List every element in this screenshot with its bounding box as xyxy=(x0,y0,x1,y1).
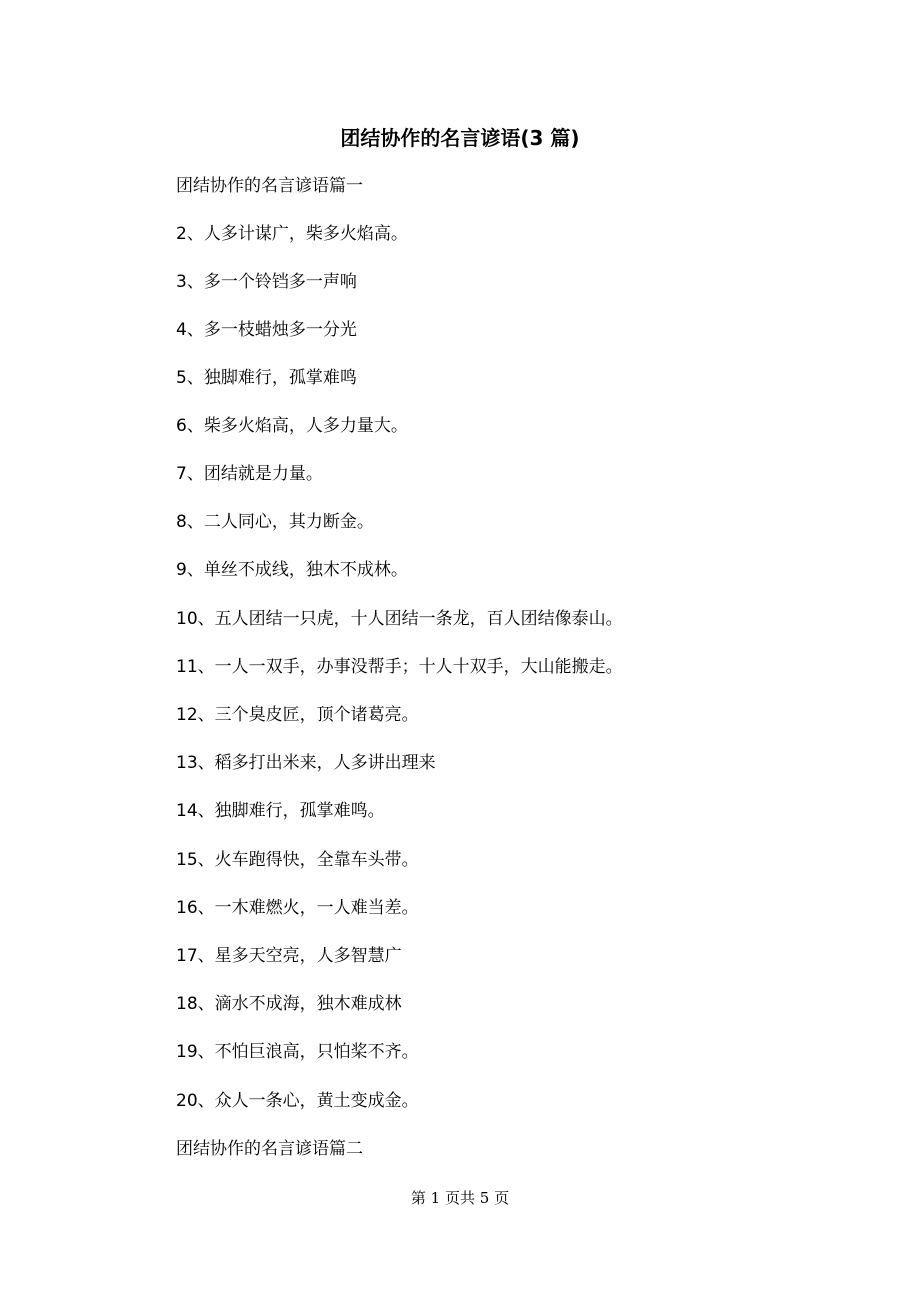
list-item: 2、人多计谋广，柴多火焰高。 xyxy=(176,224,408,244)
document-title: 团结协作的名言谚语(3 篇) xyxy=(340,126,580,150)
list-item: 12、三个臭皮匠，顶个诸葛亮。 xyxy=(176,705,419,725)
list-item: 8、二人同心，其力断金。 xyxy=(176,512,374,532)
section-heading: 团结协作的名言谚语篇一 xyxy=(176,176,363,196)
list-item: 19、不怕巨浪高，只怕桨不齐。 xyxy=(176,1042,419,1062)
list-item: 17、星多天空亮，人多智慧广 xyxy=(176,946,402,966)
list-item: 3、多一个铃铛多一声响 xyxy=(176,272,357,292)
page-number-footer: 第 1 页共 5 页 xyxy=(410,1189,510,1207)
list-item: 7、团结就是力量。 xyxy=(176,464,323,484)
list-item: 18、滴水不成海，独木难成林 xyxy=(176,994,402,1014)
list-item: 6、柴多火焰高，人多力量大。 xyxy=(176,416,408,436)
list-item: 14、独脚难行，孤掌难鸣。 xyxy=(176,801,385,821)
list-item: 5、独脚难行，孤掌难鸣 xyxy=(176,368,357,388)
section-heading: 团结协作的名言谚语篇二 xyxy=(176,1139,363,1159)
list-item: 20、众人一条心，黄土变成金。 xyxy=(176,1091,419,1111)
list-item: 4、多一枝蜡烛多一分光 xyxy=(176,320,357,340)
list-item: 13、稻多打出米来，人多讲出理来 xyxy=(176,753,436,773)
list-item: 15、火车跑得快，全靠车头带。 xyxy=(176,850,419,870)
list-item: 11、一人一双手，办事没帮手；十人十双手，大山能搬走。 xyxy=(176,657,623,677)
list-item: 16、一木难燃火，一人难当差。 xyxy=(176,898,419,918)
list-item: 9、单丝不成线，独木不成林。 xyxy=(176,560,408,580)
list-item: 10、五人团结一只虎，十人团结一条龙，百人团结像泰山。 xyxy=(176,609,623,629)
